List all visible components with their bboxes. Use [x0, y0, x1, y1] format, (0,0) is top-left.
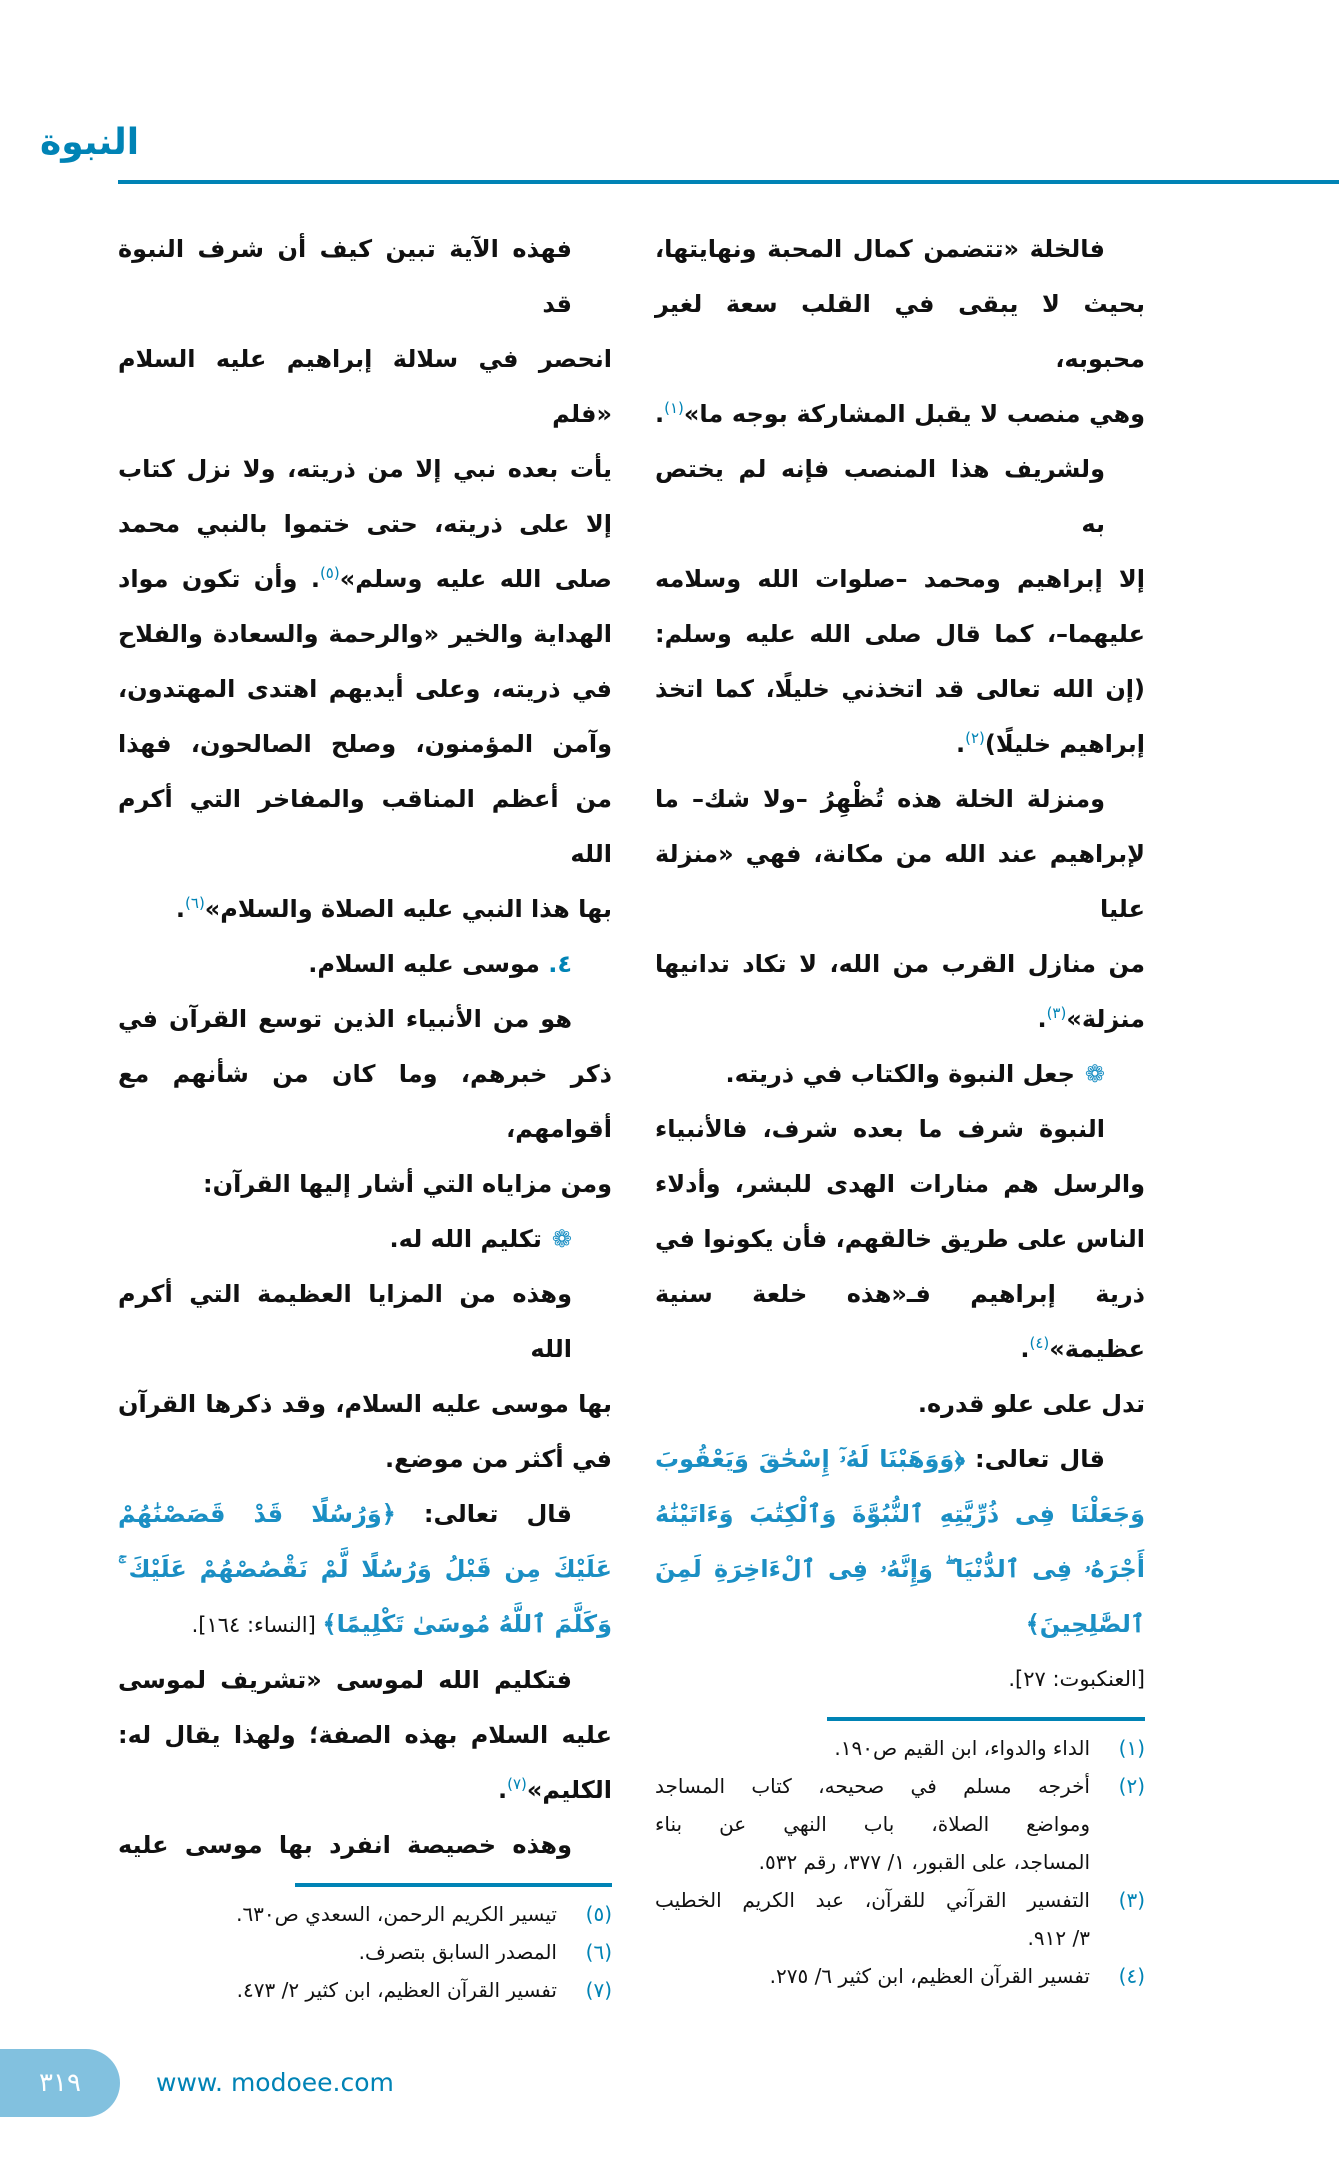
text-line: تدل على علو قدره. [917, 1390, 1145, 1418]
verse-reference: [العنكبوت: ٢٧]. [1008, 1667, 1145, 1691]
section-title: موسى عليه السلام. [308, 950, 549, 978]
quran-verse: أَجْرَهُۥ فِى ٱلدُّنْيَا ۖ وَإِنَّهُۥ فِى ٱلْءَاخِرَةِ لَمِنَ ٱلصَّٰلِحِينَ﴾ [655, 1555, 1145, 1638]
footnote-ref[interactable]: (١) [664, 399, 684, 417]
text-line: ذكر خبرهم، وما كان من شأنهم مع أقوامهم، [118, 1060, 612, 1143]
text: قال تعالى: [395, 1500, 572, 1528]
text: . [956, 730, 966, 758]
text-line: فتكليم الله لموسى «تشريف لموسى [118, 1666, 572, 1694]
text-line [655, 1267, 1145, 1377]
quran-line [118, 1597, 612, 1653]
text-line [655, 717, 1145, 772]
footnote-number: (٧) [585, 1978, 612, 2002]
text-line: فالخلة «تتضمن كمال المحبة ونهايتها، [655, 235, 1105, 263]
text-line: يأت بعده نبي إلا من ذريته، ولا نزل كتاب [118, 455, 612, 483]
text-line: وآمن المؤمنون، وصلح الصالحون، فهذا [118, 730, 612, 758]
footnote-number: (٥) [585, 1902, 612, 1926]
text: بها هذا النبي عليه الصلاة والسلام» [204, 895, 612, 923]
footnote-text: الداء والدواء، ابن القيم ص١٩٠. [834, 1736, 1090, 1760]
footnote-rule [295, 1883, 612, 1887]
footnote-text: تفسير القرآن العظيم، ابن كثير ٢/ ٤٧٣. [236, 1978, 557, 2002]
footnote [655, 1957, 1145, 1995]
text-line: انحصر في سلالة إبراهيم عليه السلام «فلم [118, 345, 612, 428]
text-line: النبوة شرف ما بعده شرف، فالأنبياء [655, 1115, 1105, 1143]
text-line: عليهما–، كما قال صلى الله عليه وسلم: [655, 620, 1145, 648]
text-line: من منازل القرب من الله، لا تكاد تدانيها [655, 950, 1145, 978]
page-number-badge: ٣١٩ [0, 2049, 120, 2117]
chapter-title: النبوة [40, 122, 140, 163]
footnote-number: (٣) [1118, 1888, 1145, 1912]
footnote-text: أخرجه مسلم في صحيحه، كتاب المساجد [655, 1774, 1090, 1798]
text-line: ولشريف هذا المنصب فإنه لم يختص به [655, 455, 1105, 538]
right-column [655, 222, 1145, 1995]
footnote-number: (٦) [585, 1940, 612, 1964]
text-line: وهذه خصيصة انفرد بها موسى عليه [118, 1831, 572, 1859]
quran-verse: ﴿وَرُسُلًا قَدْ قَصَصْنَٰهُمْ [118, 1500, 396, 1528]
footnote-text: المساجد، على القبور، ١/ ٣٧٧، رقم ٥٣٢. [758, 1850, 1090, 1874]
footnote [655, 1881, 1145, 1919]
text: . [1037, 1005, 1047, 1033]
text-line: بحيث لا يبقى في القلب سعة لغير محبوبه، [655, 290, 1145, 373]
text-line: فهذه الآية تبين كيف أن شرف النبوة قد [118, 235, 572, 318]
text-line: الهداية والخير «والرحمة والسعادة والفلاح [118, 620, 612, 648]
text-line [655, 992, 1145, 1047]
footnote [118, 1895, 612, 1933]
footnote-rule [827, 1717, 1145, 1721]
quran-verse: ﴿وَوَهَبْنَا لَهُۥٓ إِسْحَٰقَ وَيَعْقُوبَ [655, 1445, 965, 1473]
text-line: هو من الأنبياء الذين توسع القرآن في [118, 1005, 572, 1033]
footnote [118, 1933, 612, 1971]
text: الكليم» [526, 1776, 612, 1804]
text: . [1020, 1335, 1030, 1363]
text: . [175, 895, 186, 923]
footnote [118, 1971, 612, 2009]
text-line [118, 1763, 612, 1818]
text: إبراهيم خليلًا) [984, 730, 1145, 758]
footnote-text: ٣/ ٩١٢. [1027, 1926, 1090, 1950]
text-line: إلا على ذريته، حتى ختموا بالنبي محمد [118, 510, 612, 538]
text-line: والرسل هم منارات الهدى للبشر، وأدلاء [655, 1170, 1145, 1198]
footnote-text: تفسير القرآن العظيم، ابن كثير ٦/ ٢٧٥. [769, 1964, 1090, 1988]
footnote-ref[interactable]: (٦) [185, 894, 205, 912]
heading-text: تكليم الله له. [389, 1225, 542, 1253]
text-line: ومن مزاياه التي أشار إليها القرآن: [203, 1170, 612, 1198]
text-line [118, 882, 612, 937]
text: وهي منصب لا يقبل المشاركة بوجه ما» [683, 400, 1145, 428]
quran-verse: وَكَلَّمَ ٱللَّهُ مُوسَىٰ تَكْلِيمًا﴾ [322, 1610, 612, 1638]
flower-bullet-icon: ❁ [551, 1225, 572, 1253]
text-line: الناس على طريق خالقهم، فأن يكونوا في [655, 1225, 1145, 1253]
footnote-text: تيسير الكريم الرحمن، السعدي ص٦٣٠. [236, 1902, 557, 1926]
heading-text: جعل النبوة والكتاب في ذريته. [725, 1060, 1075, 1088]
footnote-ref[interactable]: (٥) [319, 564, 340, 582]
footnote-number: (٢) [1118, 1774, 1145, 1798]
text-line: في أكثر من موضع. [384, 1445, 612, 1473]
text: . وأن تكون مواد [118, 565, 320, 593]
footnote-number: (١) [1118, 1736, 1145, 1760]
text-line: ومنزلة الخلة هذه تُظْهِرُ –ولا شك– ما [655, 785, 1105, 813]
text: قال تعالى: [964, 1445, 1105, 1473]
header-rule [118, 180, 1339, 184]
text-line: إلا إبراهيم ومحمد –صلوات الله وسلامه [655, 565, 1145, 593]
text-line: عليه السلام بهذه الصفة؛ ولهذا يقال له: [118, 1721, 612, 1749]
page-footer [0, 2049, 1339, 2117]
quran-verse: عَلَيْكَ مِن قَبْلُ وَرُسُلًا لَّمْ نَقْصُصْهُمْ عَلَيْكَ ۚ [118, 1555, 612, 1583]
text-line: وهذه من المزايا العظيمة التي أكرم الله [118, 1280, 572, 1363]
verse-reference: [النساء: ١٦٤]. [191, 1613, 323, 1637]
quran-line [118, 1487, 612, 1542]
section-number: ٤. [548, 950, 572, 978]
section-heading [655, 1047, 1145, 1102]
flower-bullet-icon: ❁ [1084, 1060, 1105, 1088]
footnote-ref[interactable]: (٣) [1046, 1004, 1067, 1022]
quran-line [655, 1432, 1145, 1487]
footnote-text: ومواضع الصلاة، باب النهي عن بناء [655, 1812, 1090, 1836]
footnote-ref[interactable]: (٢) [965, 729, 985, 747]
text: ذرية إبراهيم فـ«هذه خلعة سنية عظيمة» [655, 1280, 1145, 1363]
text-line: لإبراهيم عند الله من مكانة، فهي «منزلة عليا [655, 840, 1145, 923]
section-heading [118, 1212, 612, 1267]
footnote-text: المصدر السابق بتصرف. [358, 1940, 557, 1964]
footnote-text: التفسير القرآني للقرآن، عبد الكريم الخطيب [655, 1888, 1090, 1912]
left-column [118, 222, 612, 2009]
text-line [655, 387, 1145, 442]
text-line: في ذريته، وعلى أيديهم اهتدى المهتدون، [118, 675, 612, 703]
footnote-number: (٤) [1118, 1964, 1145, 1988]
text: . [655, 400, 665, 428]
footnote [655, 1767, 1145, 1805]
text-line: من أعظم المناقب والمفاخر التي أكرم الله [118, 785, 612, 868]
footnote-ref[interactable]: (٤) [1029, 1334, 1050, 1352]
section-heading [118, 937, 612, 992]
text: منزلة» [1066, 1005, 1145, 1033]
text: . [497, 1776, 508, 1804]
text: صلى الله عليه وسلم» [339, 565, 612, 593]
text-line [118, 552, 612, 607]
text-line: (إن الله تعالى قد اتخذني خليلًا، كما اتخذ [655, 675, 1145, 703]
website-link[interactable]: www. modoee.com [156, 2068, 394, 2097]
text-line: بها موسى عليه السلام، وقد ذكرها القرآن [118, 1390, 612, 1418]
footnote-ref[interactable]: (٧) [507, 1775, 527, 1793]
footnote [655, 1729, 1145, 1767]
quran-verse: وَجَعَلْنَا فِى ذُرِّيَّتِهِ ٱلنُّبُوَّةَ وَٱلْكِتَٰبَ وَءَاتَيْنَٰهُ [655, 1500, 1145, 1528]
